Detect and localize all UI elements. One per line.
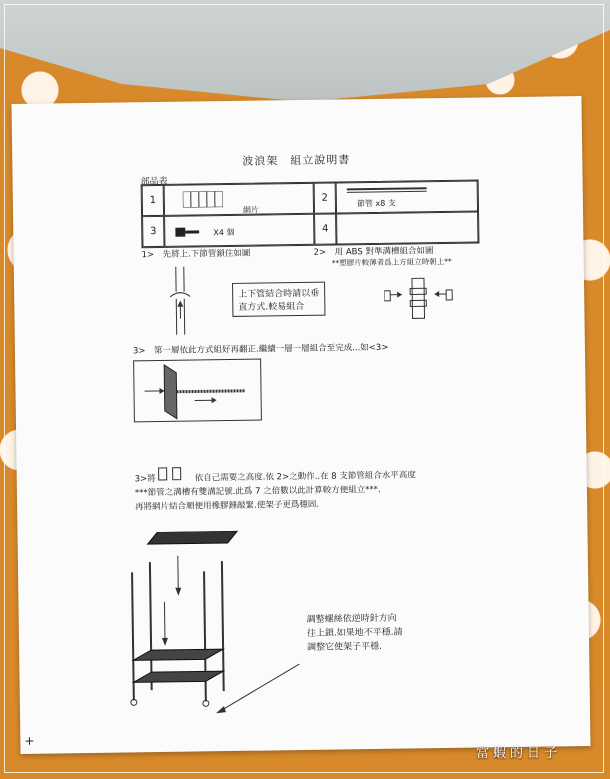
- step-4-prefix: 3>將: [134, 474, 156, 485]
- part-4-number: 4: [314, 213, 336, 244]
- joint-tip-line-1: 上下管結合時請以垂: [238, 288, 320, 300]
- abs-clip-diagram: [384, 276, 455, 321]
- screw-foot-icon: [175, 226, 199, 238]
- part-4-cell: [336, 212, 478, 245]
- part-1-number: 1: [142, 185, 164, 216]
- step-1-text: 1> 先將上.下節管鎖住如圖: [141, 248, 251, 261]
- parts-list-label: 部品表: [140, 176, 168, 188]
- part-1-name: 網片: [242, 205, 260, 215]
- step-2-note: **塑膠片較薄者爲上方組立時朝上**: [331, 256, 452, 268]
- adjust-note-line-2: 往上鎖.如果地不平穩.請: [306, 627, 403, 639]
- corner-mark: +: [24, 733, 35, 748]
- parts-table: [141, 179, 480, 248]
- joint-tip-line-2: 直方式.較易組合: [238, 301, 305, 313]
- step-2-text: 2> 用 ABS 對準溝槽組合如圖: [313, 246, 434, 258]
- part-3-name: X4 個: [213, 227, 235, 238]
- adjust-note-line-3: 調整它使架子平穩.: [307, 641, 383, 653]
- part-2-number: 2: [314, 182, 336, 213]
- part-3-number: 3: [142, 216, 164, 247]
- adjust-note-line-1: 調整螺絲依逆時針方向: [306, 613, 397, 625]
- instruction-sheet: [11, 96, 590, 754]
- step-4-line-1: 依自己需要之高度.依 2>之動作..在 8 支節管組合水平高度: [194, 470, 416, 484]
- step-4-line-2: ***節管之溝槽有雙溝記號.此爲 7 之倍數以此計算較方便組立***.: [134, 484, 381, 499]
- pole-joint-diagram: [164, 266, 205, 337]
- blog-watermark: 當蝦的日子: [476, 746, 562, 761]
- pole-icon: [347, 186, 427, 193]
- clip-pieces-icon: [157, 466, 187, 482]
- joint-tip-box: [232, 282, 325, 317]
- part-2-name: 節管 x8 支: [356, 198, 396, 209]
- adjust-pointer-arrow: [209, 660, 310, 721]
- part-1-cell: [164, 183, 314, 216]
- step-3-text: 3> 第一層依此方式組好再翻正.繼續一層一層組合至完成...如<3>: [132, 342, 389, 357]
- part-3-cell: [164, 214, 314, 247]
- layer-assembly-diagram: [133, 359, 262, 423]
- layer-assembly-drawing: [134, 360, 261, 422]
- document-title: 波浪架 組立說明書: [242, 153, 351, 168]
- part-2-cell: [336, 181, 478, 214]
- step-4-line-3: 再將網片結合順便用橡膠錘敲緊.使架子更爲穩固.: [135, 499, 320, 513]
- mesh-panel-icon: [183, 191, 223, 208]
